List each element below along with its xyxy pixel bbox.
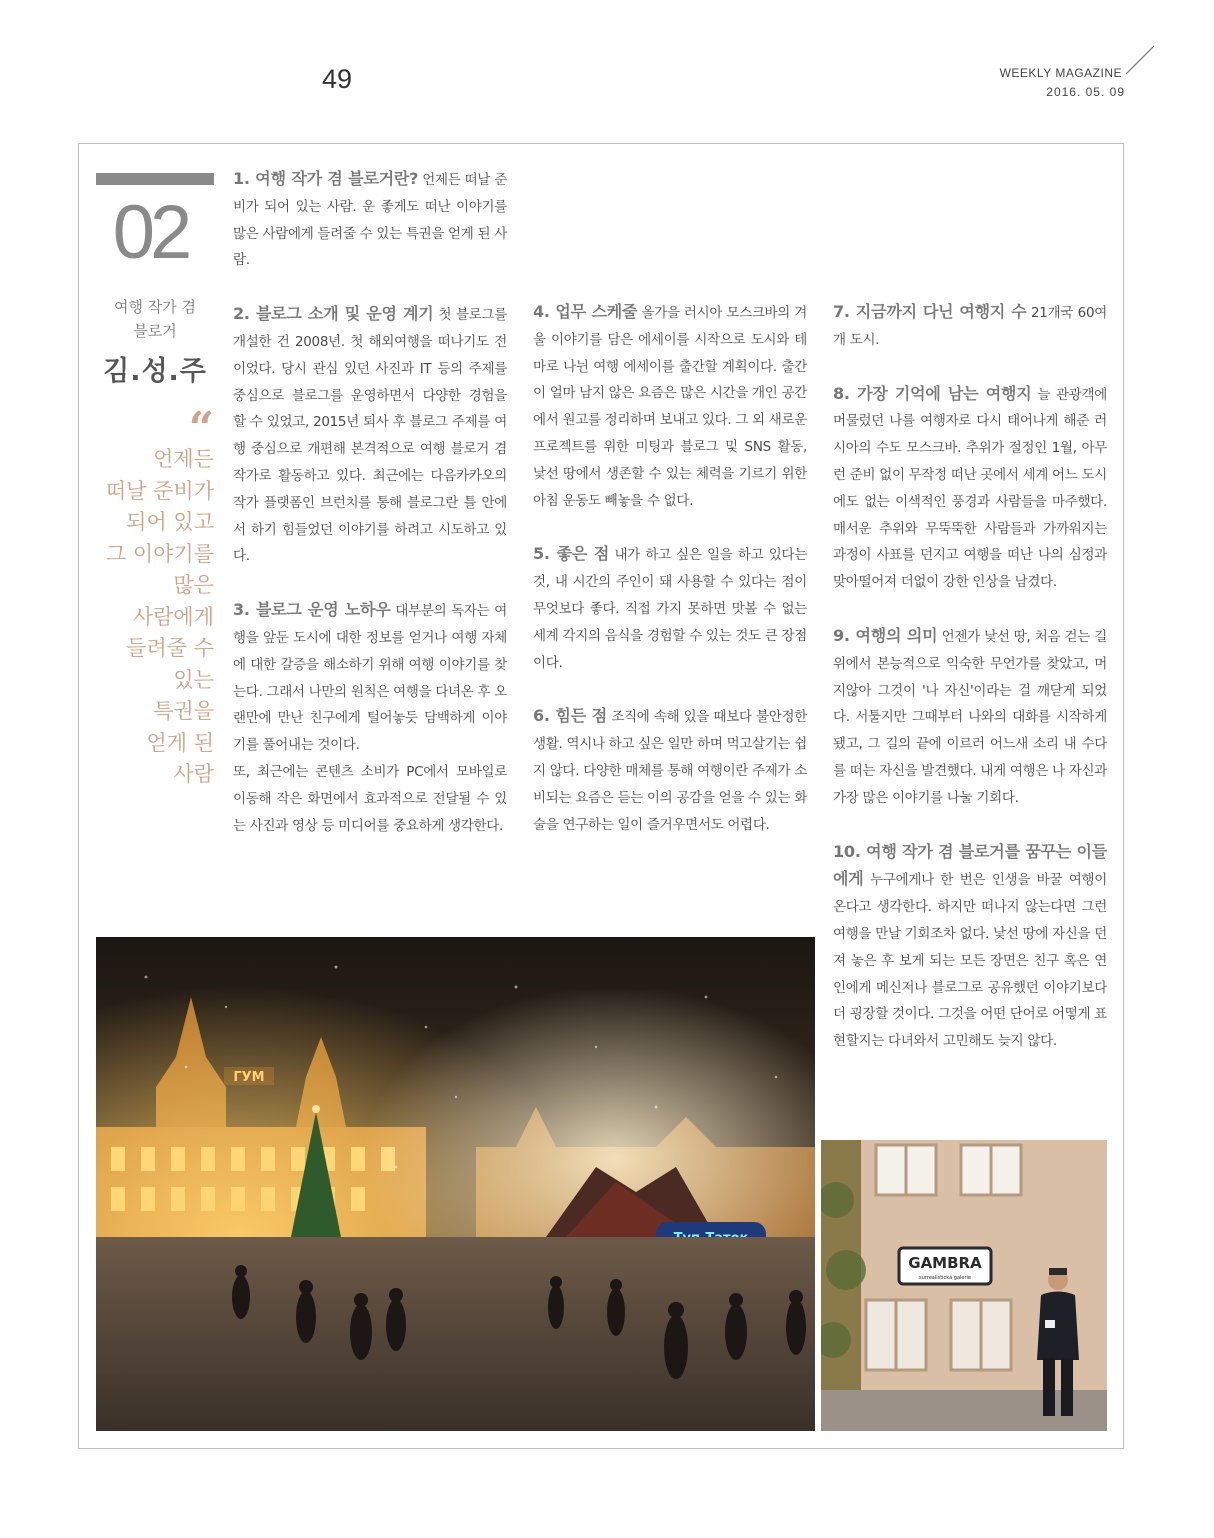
photo-gambra-illustration <box>821 1140 1107 1431</box>
sidebar-accent-bar <box>96 173 214 185</box>
pull-quote-line: 들려줄 수 <box>126 636 214 660</box>
qa-answer: 대부분의 독자는 여행을 앞둔 도시에 대한 정보를 얻거나 여행 자체에 대한 갈증을 해소하기 위해 여행 이야기를 찾는다. 그래서 나만의 원칙은 여행을 다녀온 후 오랜만에 만난 친구에게 털어놓듯 담백하게 이야기를 풀어내는 것이다. <box>233 603 508 754</box>
qa-answer: 늘 관광객에 머물렀던 나를 여행자로 다시 태어나게 해준 러시아의 수도 모스크바. 추위가 절정인 1월, 아무런 준비 없이 무작정 떠난 곳에서 세계 어느 도시에도 없는 이색적인 풍경과 사람들을 마주했다. 매서운 추위와 무뚝뚝한 사람들과 가까워지는 과정이 사표를 던지고 여행을 떠난 나의 심정과 맞아떨어져 더없이 강한 인상을 남겼다. <box>833 386 1108 591</box>
corner-line-decoration <box>1124 44 1156 76</box>
pull-quote-line: 얻게 된 <box>146 730 214 755</box>
page-number: 49 <box>322 64 353 94</box>
qa-question: 4. 업무 스케줄 <box>533 302 638 321</box>
qa-answer: 올가을 러시아 모스크바의 겨울 이야기를 담은 에세이를 시작으로 도시와 테마로 나뉜 여행 에세이를 출간할 계획이다. 출간이 얼마 남지 않은 요즘은 많은 시간을 개인 공간에서 원고를 정리하며 보내고 있다. 그 외 새로운 프로젝트를 위한 미팅과 블로그 및 SNS 활동, 낯선 땅에서 생존할 수 있는 체력을 기르기 위한 아침 운동도 빼놓을 수 없다. <box>533 305 808 509</box>
pull-quote-line: 사람에게 <box>132 604 214 629</box>
qa-question: 3. 블로그 운영 노하우 <box>233 600 391 620</box>
qa-question: 8. 가장 기억에 남는 여행지 <box>833 383 1032 403</box>
pull-quote-line: 있는 <box>173 667 214 692</box>
photo-moscow-gum-illustration <box>96 937 815 1431</box>
text-column-3 <box>833 299 1107 1082</box>
qa-answer: 누구에게나 한 번은 인생을 바꿀 여행이 온다고 생각한다. 하지만 떠나지 않는다면 그런 여행을 만날 기회조차 없다. 낯선 땅에 자신을 던져 놓은 후 보게 되는 모든 장면은 친구 혹은 연인에게 메신저나 블로그로 공유했던 이야기보다 더 굉장할 것이다. 그것을 어떤 단어로 어떻게 표현할지는 다녀와서 고민해도 늦지 않다. <box>833 872 1108 1050</box>
profile-role-line: 여행 작가 겸 <box>114 298 196 316</box>
qa-answer: 내가 하고 싶은 일을 하고 있다는 것, 내 시간의 주인이 돼 사용할 수 있다는 점이 무엇보다 좋다. 직접 가지 못하면 맛볼 수 없는 세계 각지의 음식을 경험할 수 있는 것도 큰 장점이다. <box>533 547 808 671</box>
text-column-1 <box>233 166 507 866</box>
qa-question: 7. 지금까지 다닌 여행지 수 <box>833 302 1027 321</box>
qa-question: 9. 여행의 의미 <box>833 625 938 645</box>
gambra-sign-text: GAMBRA <box>908 1254 982 1272</box>
qa-question: 1. 여행 작가 겸 블로거란? <box>233 169 419 188</box>
pull-quote-line: 그 이야기를 <box>105 541 214 566</box>
qa-answer-paragraph: 또, 최근에는 콘텐츠 소비가 PC에서 모바일로 이동해 작은 화면에서 효과적으로 전달될 수 있는 사진과 영상 등 미디어를 중요하게 생각한다. <box>233 763 507 834</box>
gambra-sign-subtext: surrealistická galerie <box>919 1275 971 1281</box>
qa-answer: 조직에 속해 있을 때보다 불안정한 생활. 역시나 하고 싶은 일만 하며 먹고살기는 쉽지 않다. 다양한 매체를 통해 여행이란 주제가 소비되는 요즘은 듣는 이의 공감을 얻을 수 있는 화술을 연구하는 일이 즐거우면서도 어렵다. <box>533 709 808 833</box>
qa-item <box>833 299 1107 354</box>
qa-item <box>233 301 507 570</box>
profile-role <box>96 295 214 343</box>
profile-name: 김.성.주 <box>103 356 207 387</box>
quote-mark-icon: “ <box>188 403 214 454</box>
profile-role-line: 블로거 <box>133 322 177 340</box>
qa-item <box>533 703 807 838</box>
profile-sidebar <box>96 173 214 791</box>
qa-question: 5. 좋은 점 <box>533 544 610 564</box>
qa-answer: 언제든 떠날 준비가 되어 있는 사람. 운 좋게도 떠난 이야기를 많은 사람에게 들려줄 수 있는 특권을 얻게 된 사람. <box>233 172 508 269</box>
qa-item <box>533 541 807 676</box>
qa-item <box>233 166 507 274</box>
qa-answer: 21개국 60여 개 도시. <box>833 305 1107 348</box>
qa-question: 6. 힘든 점 <box>533 706 607 726</box>
qa-item <box>233 597 507 839</box>
qa-answer: 언젠가 낯선 땅, 처음 걷는 길 위에서 본능적으로 익숙한 무언가를 찾았고, 머지않아 그것이 '나 자신'이라는 걸 깨닫게 되었다. 서툴지만 그때부터 나와의 대화를 시작하게 됐고, 그 길의 끝에 이르러 어느새 소리 내 수다를 떠는 자신을 발견했다. 내게 여행은 나 자신과 가장 많은 이야기를 나눌 기회다. <box>833 628 1108 806</box>
pull-quote-line: 사람 <box>173 762 214 786</box>
photo-gambra-gallery <box>821 1140 1107 1431</box>
pull-quote-line: 언제든 <box>153 447 214 471</box>
interview-number: 02 <box>112 190 188 275</box>
pull-quote-line: 떠날 준비가 <box>105 478 214 503</box>
magazine-title: WEEKLY MAGAZINE <box>999 66 1122 80</box>
text-column-2 <box>533 299 807 865</box>
photo-moscow-gum-night <box>96 937 815 1431</box>
qa-item <box>833 381 1107 596</box>
issue-date: 2016. 05. 09 <box>1046 85 1125 99</box>
qa-question: 2. 블로그 소개 및 운영 계기 <box>233 304 434 324</box>
pull-quote-line: 특권을 <box>153 699 214 723</box>
qa-item <box>833 623 1107 812</box>
pull-quote-line: 되어 있고 <box>126 510 214 534</box>
pull-quote-line: 많은 <box>173 573 214 597</box>
pull-quote <box>96 444 214 791</box>
qa-question: 10. 여행 작가 겸 블로거를 꿈꾸는 이들에게 <box>833 841 1107 889</box>
qa-item <box>533 299 807 514</box>
qa-answer: 첫 블로그를 개설한 건 2008년. 첫 해외여행을 떠나기도 전이었다. 당시 관심 있던 사진과 IT 등의 주제를 중심으로 블로그를 운영하면서 다양한 경험을 할 수 있었고, 2015년 퇴사 후 블로그 주제를 여행 중심으로 개편해 본격적으로 여행 블로거 겸 작가로 활동하고 있다. 최근에는 다음카카오의 작가 플랫폼인 브런치를 통해 블로그란 틀 안에서 하기 힘들었던 이야기를 하려고 시도하고 있다. <box>233 307 508 565</box>
qa-item <box>833 839 1107 1055</box>
